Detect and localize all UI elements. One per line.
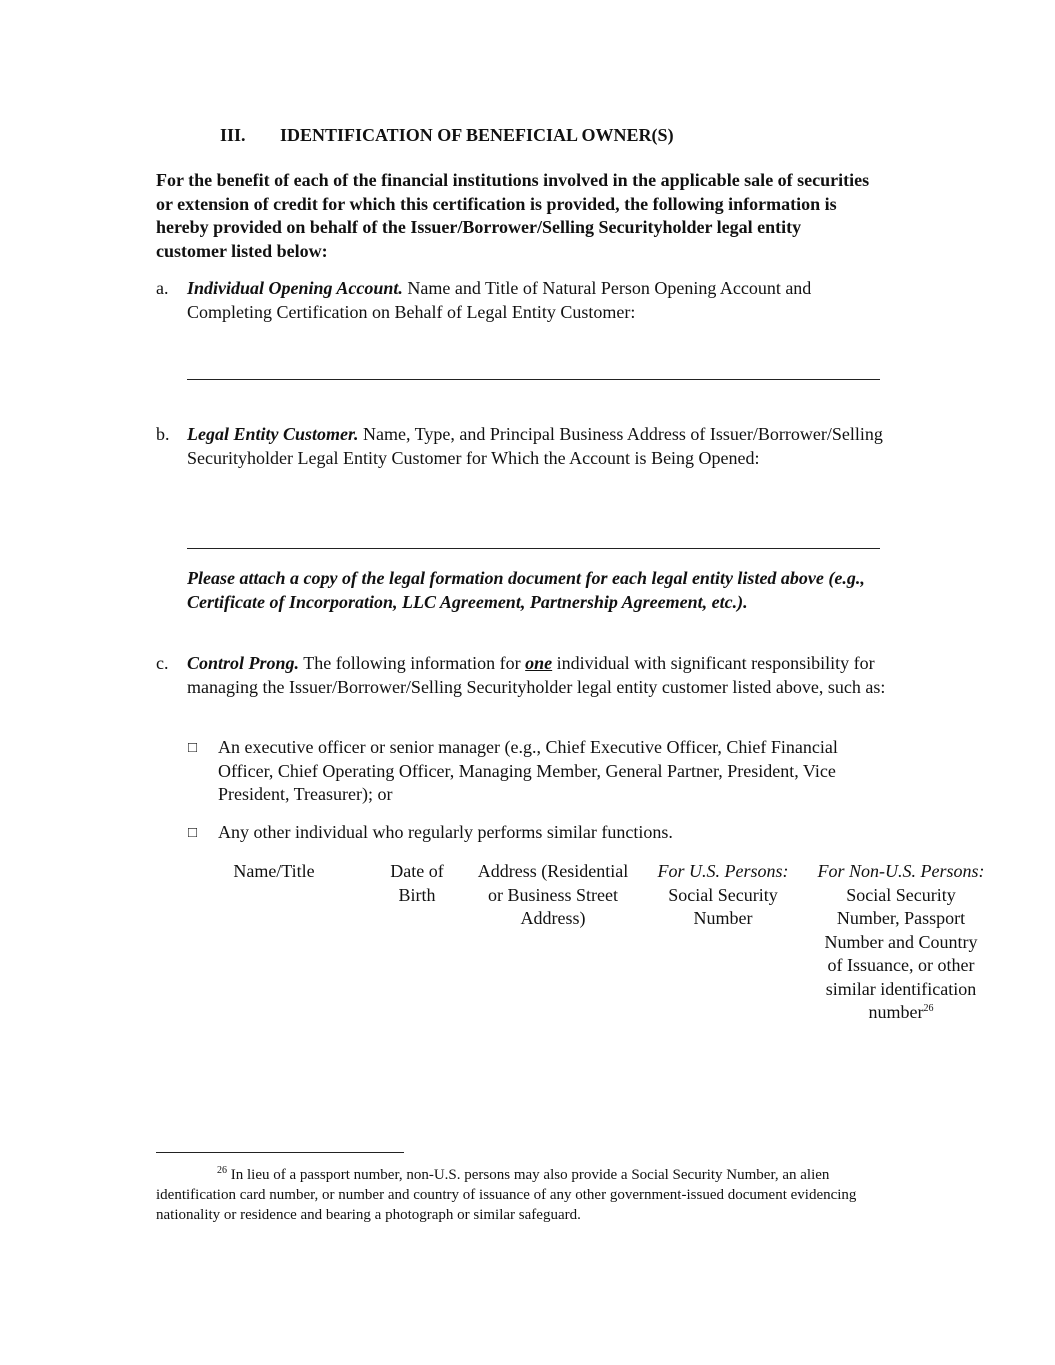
column-date-of-birth	[377, 860, 457, 907]
column-nonus-line: Number and Country	[824, 931, 978, 952]
item-c-lead: Control Prong.	[187, 653, 300, 673]
checkbox-icon: □	[188, 825, 198, 841]
column-address-line: Address (Residential	[477, 861, 629, 881]
column-dob-line: Birth	[398, 884, 436, 905]
item-b-fill-line	[187, 548, 880, 549]
item-a-fill-line	[187, 379, 880, 380]
column-non-us-persons	[808, 860, 994, 1025]
item-c-body-end: individual with significant responsibility for managing the Issuer/Borrower/Selling Securityholder legal entity customer listed above, such as:	[187, 653, 886, 697]
column-us-line: Number	[693, 908, 753, 928]
footnote-number: 26	[217, 1165, 227, 1176]
column-name-title-line: Name/Title	[233, 861, 315, 881]
item-c-emphasis: one	[525, 653, 553, 673]
item-c-label: c.	[156, 653, 169, 673]
column-us-line: Social Security	[668, 884, 778, 905]
column-nonus-line: of Issuance, or other	[827, 955, 975, 975]
item-c-text	[187, 652, 887, 699]
footnote-reference[interactable]: 26	[923, 1003, 934, 1014]
item-b-body: Name, Type, and Principal Business Address of Issuer/Borrower/Selling Securityholder Legal Entity Customer for Which the Account is Being Opened:	[187, 424, 883, 468]
column-nonus-line: Number, Passport	[836, 908, 966, 928]
attach-note: Please attach a copy of the legal formation document for each legal entity listed above (e.g., Certificate of Incorporation, LLC Agreement, Partnership Agreement, etc.).	[187, 568, 865, 612]
bullet-item: An executive officer or senior manager (e.g., Chief Executive Officer, Chief Financial Officer, Chief Operating Officer, Managing Member, General Partner, President, Vice President, Treasurer); or	[218, 737, 838, 804]
section-number: III.	[220, 125, 246, 145]
column-nonus-line: similar identification	[825, 978, 977, 999]
column-nonus-line	[808, 1001, 994, 1025]
footnote-separator	[156, 1152, 404, 1153]
checkbox-icon: □	[188, 740, 198, 756]
section-title: IDENTIFICATION OF BENEFICIAL OWNER(S)	[280, 125, 674, 145]
item-a-text	[187, 277, 887, 324]
footnote-text: In lieu of a passport number, non-U.S. persons may also provide a Social Security Number, an alien identification card number, or number and country of issuance of any other government-issued document evidencing nationality or residence and bearing a photograph or similar safeguard.	[156, 1167, 857, 1223]
column-dob-line: Date of	[390, 861, 444, 881]
item-b-label: b.	[156, 424, 170, 444]
column-name-title	[214, 860, 334, 884]
column-nonus-line: Social Security	[846, 884, 956, 905]
intro-paragraph: For the benefit of each of the financial institutions involved in the applicable sale of securities or extension of credit for which this certification is provided, the following information is hereby provided on behalf of the Issuer/Borrower/Selling Securityholder legal entity customer listed below:	[156, 170, 870, 261]
item-a-label: a.	[156, 278, 169, 298]
item-b-lead: Legal Entity Customer.	[187, 424, 359, 444]
section-heading	[220, 125, 674, 146]
item-b-text	[187, 423, 887, 470]
item-a-body: Name and Title of Natural Person Opening Account and Completing Certification on Behalf of Legal Entity Customer:	[187, 278, 812, 322]
column-us-persons	[647, 860, 799, 931]
column-address	[467, 860, 639, 931]
footnote	[156, 1165, 896, 1225]
column-nonus-last: number	[868, 1002, 924, 1022]
item-a-lead: Individual Opening Account.	[187, 278, 403, 298]
column-address-line: or Business Street	[488, 884, 618, 905]
column-nonus-line: For Non-U.S. Persons:	[817, 861, 985, 881]
column-address-line: Address)	[520, 908, 586, 928]
item-c-body-start: The following information for	[299, 653, 526, 673]
bullet-item: Any other individual who regularly performs similar functions.	[218, 822, 673, 842]
column-us-line: For U.S. Persons:	[657, 861, 789, 881]
